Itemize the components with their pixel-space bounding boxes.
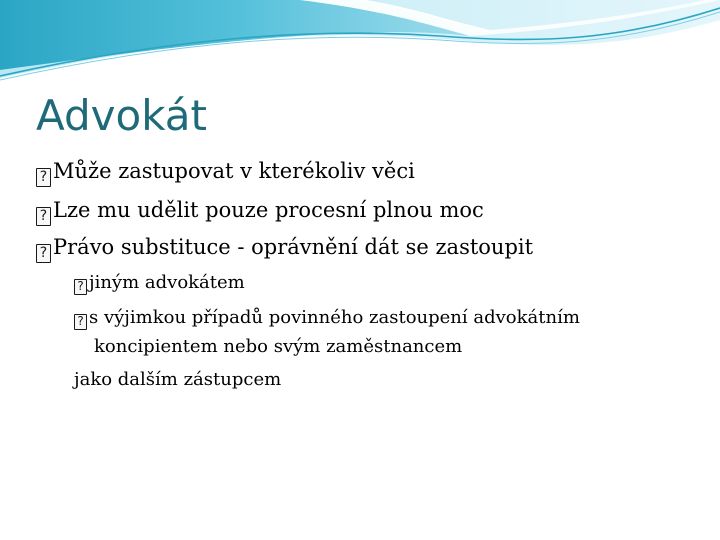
bullet-item (36, 158, 415, 187)
missing-glyph-bullet-icon: ? (36, 244, 51, 263)
bullet-text: Lze mu udělit pouze procesní plnou moc (53, 198, 484, 222)
missing-glyph-bullet-icon: ? (36, 168, 51, 187)
continuation-line: koncipientem nebo svým zaměstnancem (94, 336, 463, 357)
sub-bullet-text: s výjimkou případů povinného zastoupení advokátním (89, 307, 580, 328)
bullet-text: Může zastupovat v kterékoliv věci (53, 159, 415, 183)
sub-bullet-item (74, 272, 245, 295)
bullet-text: Právo substituce - oprávnění dát se zastoupit (53, 235, 534, 259)
bullet-item (36, 197, 484, 226)
slide-title: Advokát (36, 91, 207, 140)
header-wave-decoration (0, 0, 720, 90)
sub-bullet-item (74, 307, 580, 330)
bullet-item (36, 234, 533, 263)
missing-glyph-bullet-icon: ? (36, 207, 51, 226)
continuation-line: jako dalším zástupcem (74, 369, 282, 390)
sub-bullet-text: jiným advokátem (89, 272, 245, 293)
missing-glyph-bullet-icon: ? (74, 314, 87, 330)
missing-glyph-bullet-icon: ? (74, 279, 87, 295)
